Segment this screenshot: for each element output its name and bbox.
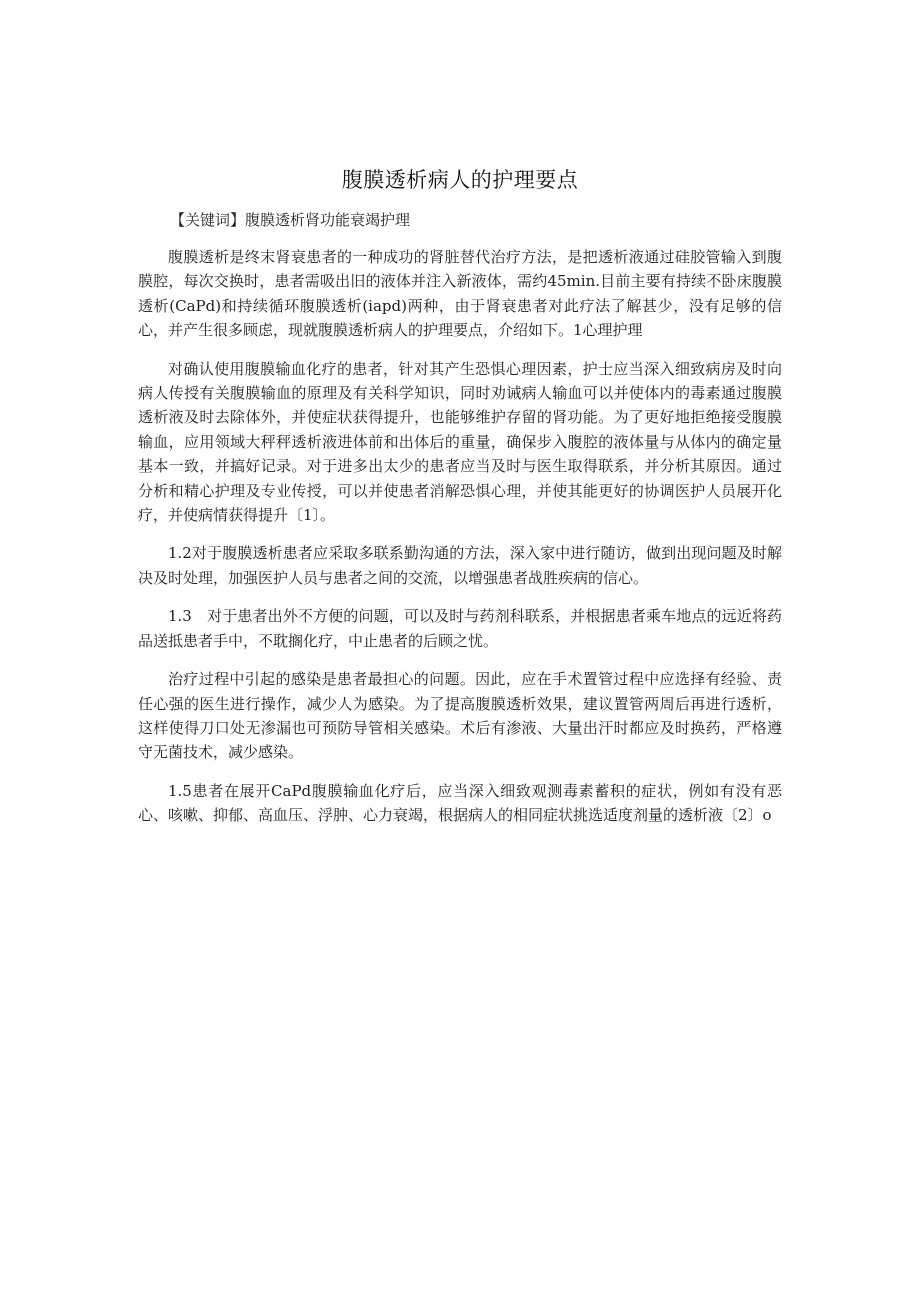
- document-title: 腹膜透析病人的护理要点: [341, 168, 579, 192]
- paragraph-1-5-symptom-observation: 1.5患者在展开CaPd腹膜输血化疗后，应当深入细致观测毒素蓄积的症状，例如有没有恶心、咳嗽、抑郁、高血压、浮肿、心力衰竭，根据病人的相同症状挑选适度剂量的透析液〔2〕o: [138, 781, 782, 825]
- document-body: [138, 245, 782, 842]
- paragraph-psychological-care: 对确认使用腹膜输血化疗的患者，针对其产生恐惧心理因素，护士应当深入细致病房及时向病人传授有关腹膜输血的原理及有关科学知识，同时劝诫病人输血可以并使体内的毒素通过腹膜透析液及时去除体外，并使症状获得提升，也能够维护存留的肾功能。为了更好地拒绝接受腹膜输血，应用领域大秤秤透析液进体前和出体后的重量，确保步入腹腔的液体量与从体内的确定量基本一致，并搞好记录。对于进多出太少的患者应当及时与医生取得联系，并分析其原因。通过分析和精心护理及专业传授，可以并使患者消解恐惧心理，并使其能更好的协调医护人员展开化疗，并使病情获得提升〔1〕。: [138, 359, 782, 525]
- paragraph-1-3-medication-delivery: 1.3 对于患者出外不方便的问题，可以及时与药剂科联系，并根据患者乘车地点的远近将药品送抵患者手中，不耽搁化疗，中止患者的后顾之忧。: [138, 607, 782, 650]
- keywords-line: 【关键词】腹膜透析肾功能衰竭护理: [170, 211, 411, 229]
- paragraph-1-2-communication: 1.2对于腹膜透析患者应采取多联系勤沟通的方法，深入家中进行随访，做到出现问题及时解决及时处理，加强医护人员与患者之间的交流，以增强患者战胜疾病的信心。: [138, 544, 782, 587]
- paragraph-intro: 腹膜透析是终末肾衰患者的一种成功的肾脏替代治疗方法，是把透析液通过硅胶管输入到腹膜腔，每次交换时，患者需吸出旧的液体并注入新液体，需约45min.目前主要有持续不卧床腹膜透析(CaPd)和持续循环腹膜透析(iapd)两种，由于肾衰患者对此疗法了解甚少，没有足够的信心，并产生很多顾虑，现就腹膜透析病人的护理要点，介绍如下。1心理护理: [138, 248, 782, 340]
- paragraph-infection-prevention: 治疗过程中引起的感染是患者最担心的问题。因此，应在手术置管过程中应选择有经验、责任心强的医生进行操作，减少人为感染。为了提高腹膜透析效果，建议置管两周后再进行透析，这样使得刀口处无渗漏也可预防导管相关感染。术后有渗液、大量出汗时都应及时换药，严格遵守无菌技术，减少感染。: [138, 670, 782, 762]
